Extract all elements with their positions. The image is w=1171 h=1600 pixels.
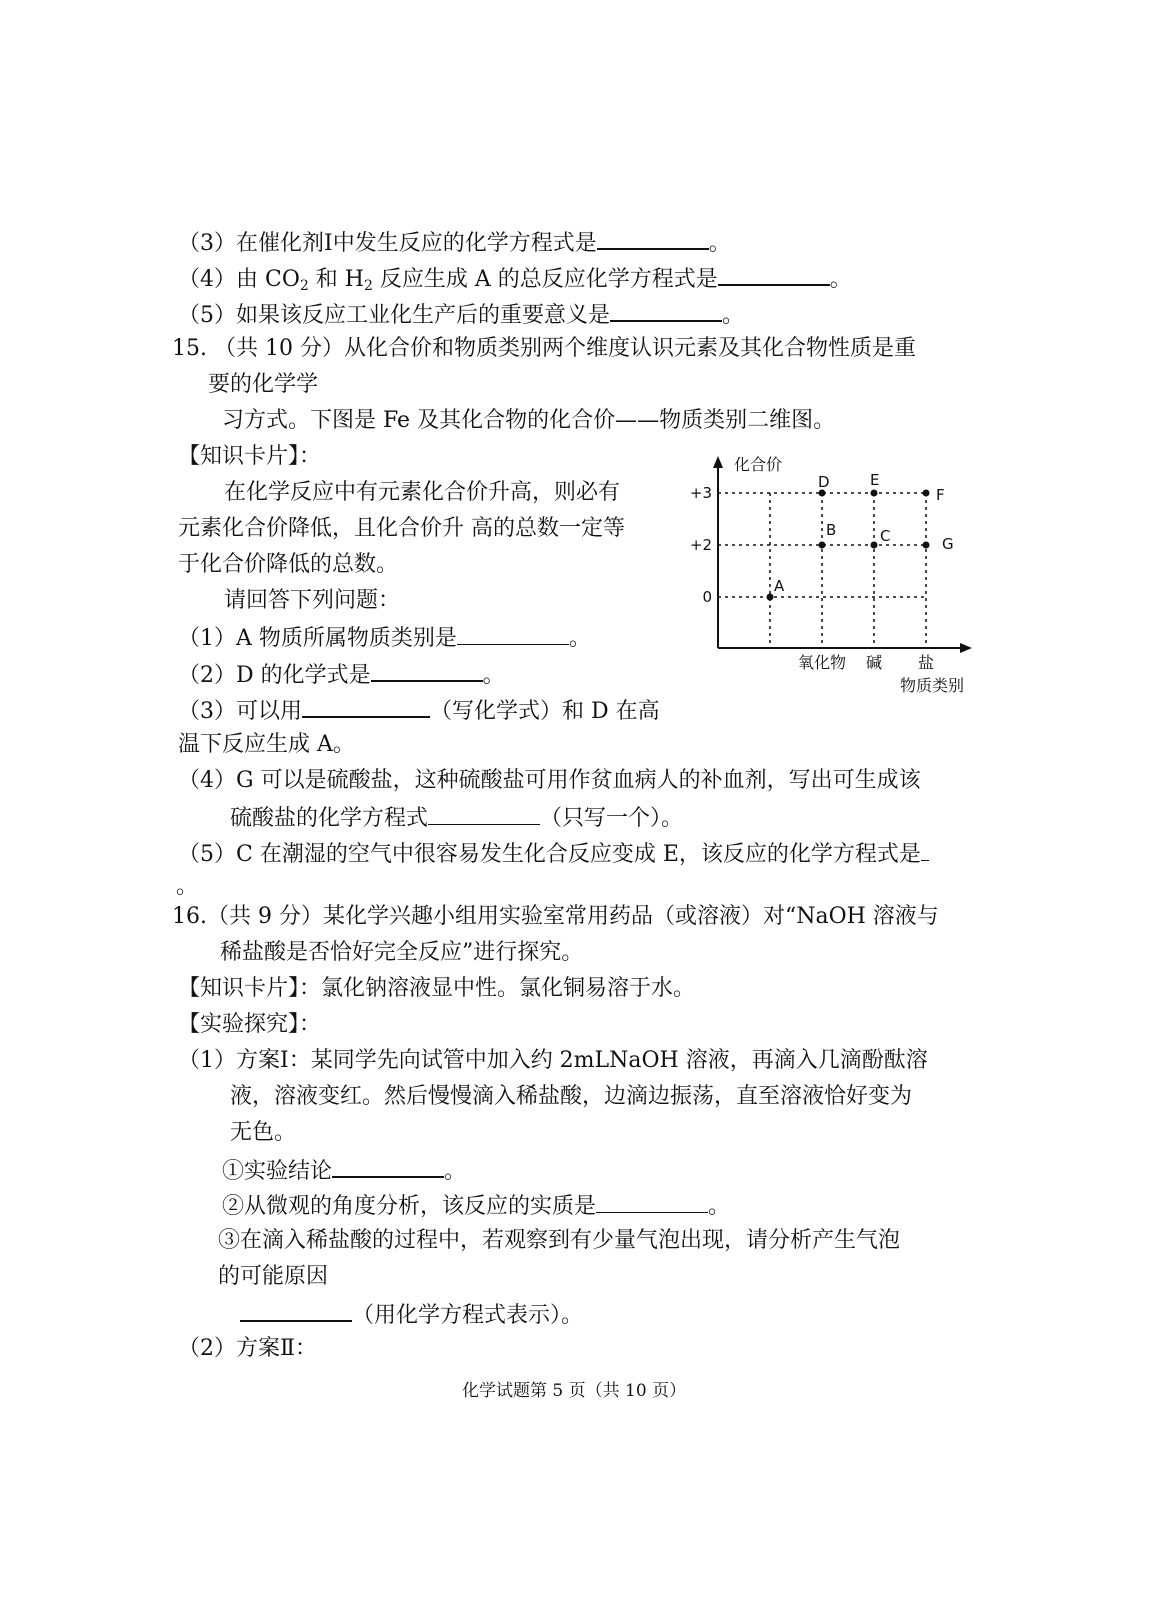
q16-item-1: ①实验结论 。 — [222, 1154, 466, 1187]
q16-item-3-line-3: （用化学方程式表示）。 — [240, 1298, 583, 1331]
knowledge-card-title: 【知识卡片】： — [178, 444, 322, 469]
q15-item-5-line-2: 。 — [176, 874, 199, 899]
knowledge-card-line-3: 于化合价降低的总数。 — [178, 552, 399, 577]
answer-blank[interactable] — [240, 1298, 352, 1322]
q15-header-line-2: 要的化学学 — [208, 372, 319, 397]
q16-plan-1-line-3: 无色。 — [230, 1120, 297, 1145]
q15-item-2: （2）D 的化学式是 。 — [178, 658, 505, 691]
point-A — [767, 594, 774, 601]
answer-blank[interactable] — [428, 802, 540, 825]
x-tick-label: 盐 — [917, 653, 935, 672]
q16-item-3-line-2: 的可能原因 — [218, 1264, 329, 1289]
chart-grid — [690, 484, 934, 672]
point-G — [923, 542, 930, 549]
point-label-C: C — [880, 527, 891, 545]
y-axis-arrow — [713, 456, 723, 468]
y-tick-label: +3 — [689, 484, 712, 502]
q15-header-line-1: 15. （共 10 分）从化合价和物质类别两个维度认识元素及其化合物性质是重 — [172, 336, 916, 361]
point-C — [871, 542, 878, 549]
q16-plan-1-line-1: （1）方案Ⅰ：某同学先向试管中加入约 2mLNaOH 溶液，再滴入几滴酚酞溶 — [178, 1048, 928, 1073]
x-axis-arrow — [960, 643, 972, 653]
q16-knowledge-card: 【知识卡片】：氯化钠溶液显中性。氯化铜易溶于水。 — [178, 976, 696, 1001]
point-label-E: E — [870, 471, 880, 489]
q16-experiment-title: 【实验探究】： — [178, 1012, 322, 1037]
q14-item-4: （4）由 $CO_2$ 和 $H_2$ 反应生成 A 的总反应化学方程式是 。 — [178, 262, 852, 301]
q14-item-3: （3）在催化剂Ⅰ中发生反应的化学方程式是 。 — [178, 226, 731, 259]
q15-item-5: （5）C 在潮湿的空气中很容易发生化合反应变成 E，该反应的化学方程式是 — [178, 838, 929, 870]
q15-item-1: （1）A 物质所属物质类别是 。 — [178, 622, 591, 654]
answer-blank[interactable] — [921, 838, 929, 861]
q14-item-5: （5）如果该反应工业化生产后的重要意义是 。 — [178, 298, 744, 331]
q16-plan-1-line-2: 液，溶液变红。然后慢慢滴入稀盐酸，边滴边振荡，直至溶液恰好变为 — [230, 1084, 913, 1109]
point-E — [871, 490, 878, 497]
q16-header-line-2: 稀盐酸是否恰好完全反应”进行探究。 — [220, 940, 584, 965]
y-tick-label: +2 — [689, 536, 712, 554]
page-footer: 化学试题第 5 页（共 10 页） — [462, 1381, 687, 1401]
q16-item-3-line-1: ③在滴入稀盐酸的过程中，若观察到有少量气泡出现，请分析产生气泡 — [218, 1228, 901, 1253]
q15-prompt: 请回答下列问题： — [224, 588, 401, 613]
y-axis-label: 化合价 — [734, 455, 783, 474]
q16-header-line-1: 16.（共 9 分）某化学兴趣小组用实验室常用药品（或溶液）对“NaOH 溶液与 — [172, 904, 939, 929]
point-F — [923, 490, 930, 497]
point-label-G: G — [942, 535, 954, 553]
x-tick-label: 氧化物 — [797, 653, 847, 672]
answer-blank[interactable] — [332, 1154, 444, 1178]
point-B — [819, 542, 826, 549]
point-label-B: B — [826, 521, 837, 539]
answer-blank[interactable] — [596, 1190, 708, 1213]
q15-item-3-line-2: 温下反应生成 A。 — [178, 732, 355, 757]
answer-blank[interactable] — [718, 262, 830, 286]
q15-header-line-3: 习方式。下图是 Fe 及其化合物的化合价——物质类别二维图。 — [222, 408, 836, 433]
q15-item-4: （4）G 可以是硫酸盐，这种硫酸盐可用作贫血病人的补血剂，写出可生成该 — [178, 768, 921, 793]
point-label-D: D — [818, 473, 830, 491]
knowledge-card-line-2: 元素化合价降低，且化合价升 高的总数一定等 — [178, 516, 625, 541]
q16-item-2: ②从微观的角度分析，该反应的实质是 。 — [222, 1190, 730, 1222]
q15-item-3: （3）可以用 （写化学式）和 D 在高 — [178, 694, 660, 727]
point-label-F: F — [936, 486, 945, 504]
q15-item-4-line-2: 硫酸盐的化学方程式 （只写一个）。 — [230, 802, 683, 834]
valence-category-chart — [689, 455, 990, 706]
answer-blank[interactable] — [302, 694, 430, 718]
knowledge-card-line-1: 在化学反应中有元素化合价升高，则必有 — [224, 480, 621, 505]
y-tick-label: 0 — [702, 588, 712, 606]
point-label-A: A — [774, 577, 785, 595]
x-tick-label: 碱 — [865, 653, 883, 672]
answer-blank[interactable] — [371, 658, 483, 682]
answer-blank[interactable] — [597, 226, 709, 250]
answer-blank[interactable] — [610, 298, 722, 322]
x-axis-label: 物质类别 — [900, 676, 965, 695]
q16-plan-2: （2）方案Ⅱ： — [178, 1336, 317, 1361]
answer-blank[interactable] — [457, 622, 569, 645]
